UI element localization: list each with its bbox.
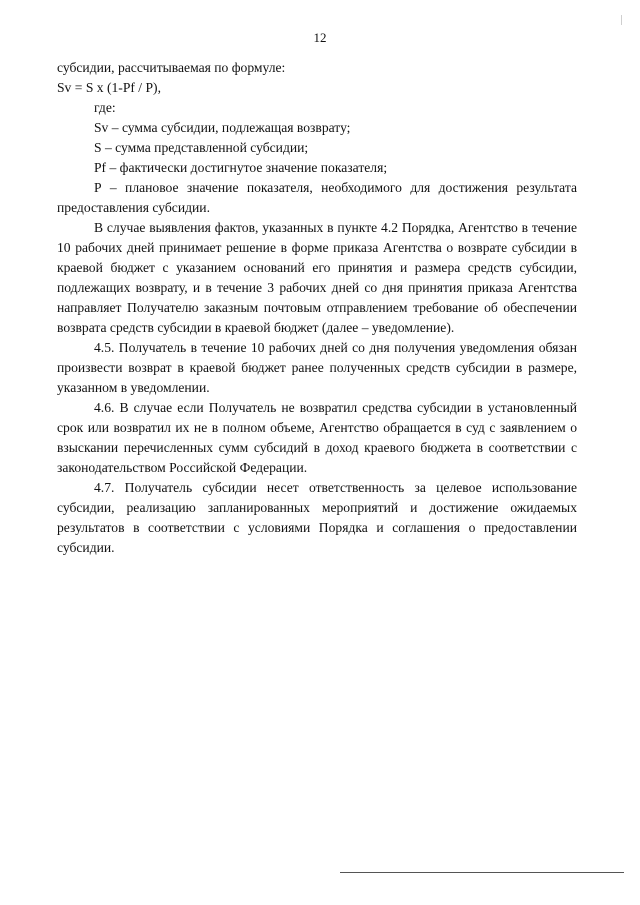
page-number: 12 <box>313 30 327 45</box>
document-body <box>57 58 577 558</box>
intro-line: субсидии, рассчитываемая по формуле: <box>57 60 286 75</box>
paragraph-4-6: 4.6. В случае если Получатель не возвратил средства субсидии в установленный срок или возвратил их не в полном объеме, Агентство обращается в суд с заявлением о взыскании перечисленных сумм субсидий в доход краевого бюджета в соответствии с законодательством Российской Федерации. <box>57 400 577 475</box>
page-edge-mark <box>621 15 622 25</box>
formula: Sv = S x (1-Pf / P), <box>57 80 161 95</box>
footer-rule <box>340 872 624 873</box>
definition-pf: Pf – фактически достигнутое значение показателя; <box>94 160 388 175</box>
paragraph-4-5: 4.5. Получатель в течение 10 рабочих дней со дня получения уведомления обязан произвести возврат в краевой бюджет ранее полученных средств субсидии в размере, указанном в уведомлении. <box>57 340 577 395</box>
paragraph-return-decision: В случае выявления фактов, указанных в пункте 4.2 Порядка, Агентство в течение 10 рабочих дней принимает решение в форме приказа Агентства о возврате субсидии в краевой бюджет с указанием оснований его принятия и размера средств субсидии, подлежащих возврату, и в течение 3 рабочих дней со дня принятия приказа Агентства направляет Получателю заказным почтовым отправлением требование об обеспечении возврата средств субсидии в краевой бюджет (далее – уведомление). <box>57 220 577 335</box>
definition-p: Р – плановое значение показателя, необходимого для достижения результата предоставления субсидии. <box>57 180 577 215</box>
paragraph-4-7: 4.7. Получатель субсидии несет ответственность за целевое использование субсидии, реализацию запланированных мероприятий и достижение ожидаемых результатов в соответствии с условиями Порядка и соглашения о предоставлении субсидии. <box>57 480 577 555</box>
definition-sv: Sv – сумма субсидии, подлежащая возврату; <box>94 120 351 135</box>
where-label: где: <box>94 100 116 115</box>
definition-s: S – сумма представленной субсидии; <box>94 140 309 155</box>
